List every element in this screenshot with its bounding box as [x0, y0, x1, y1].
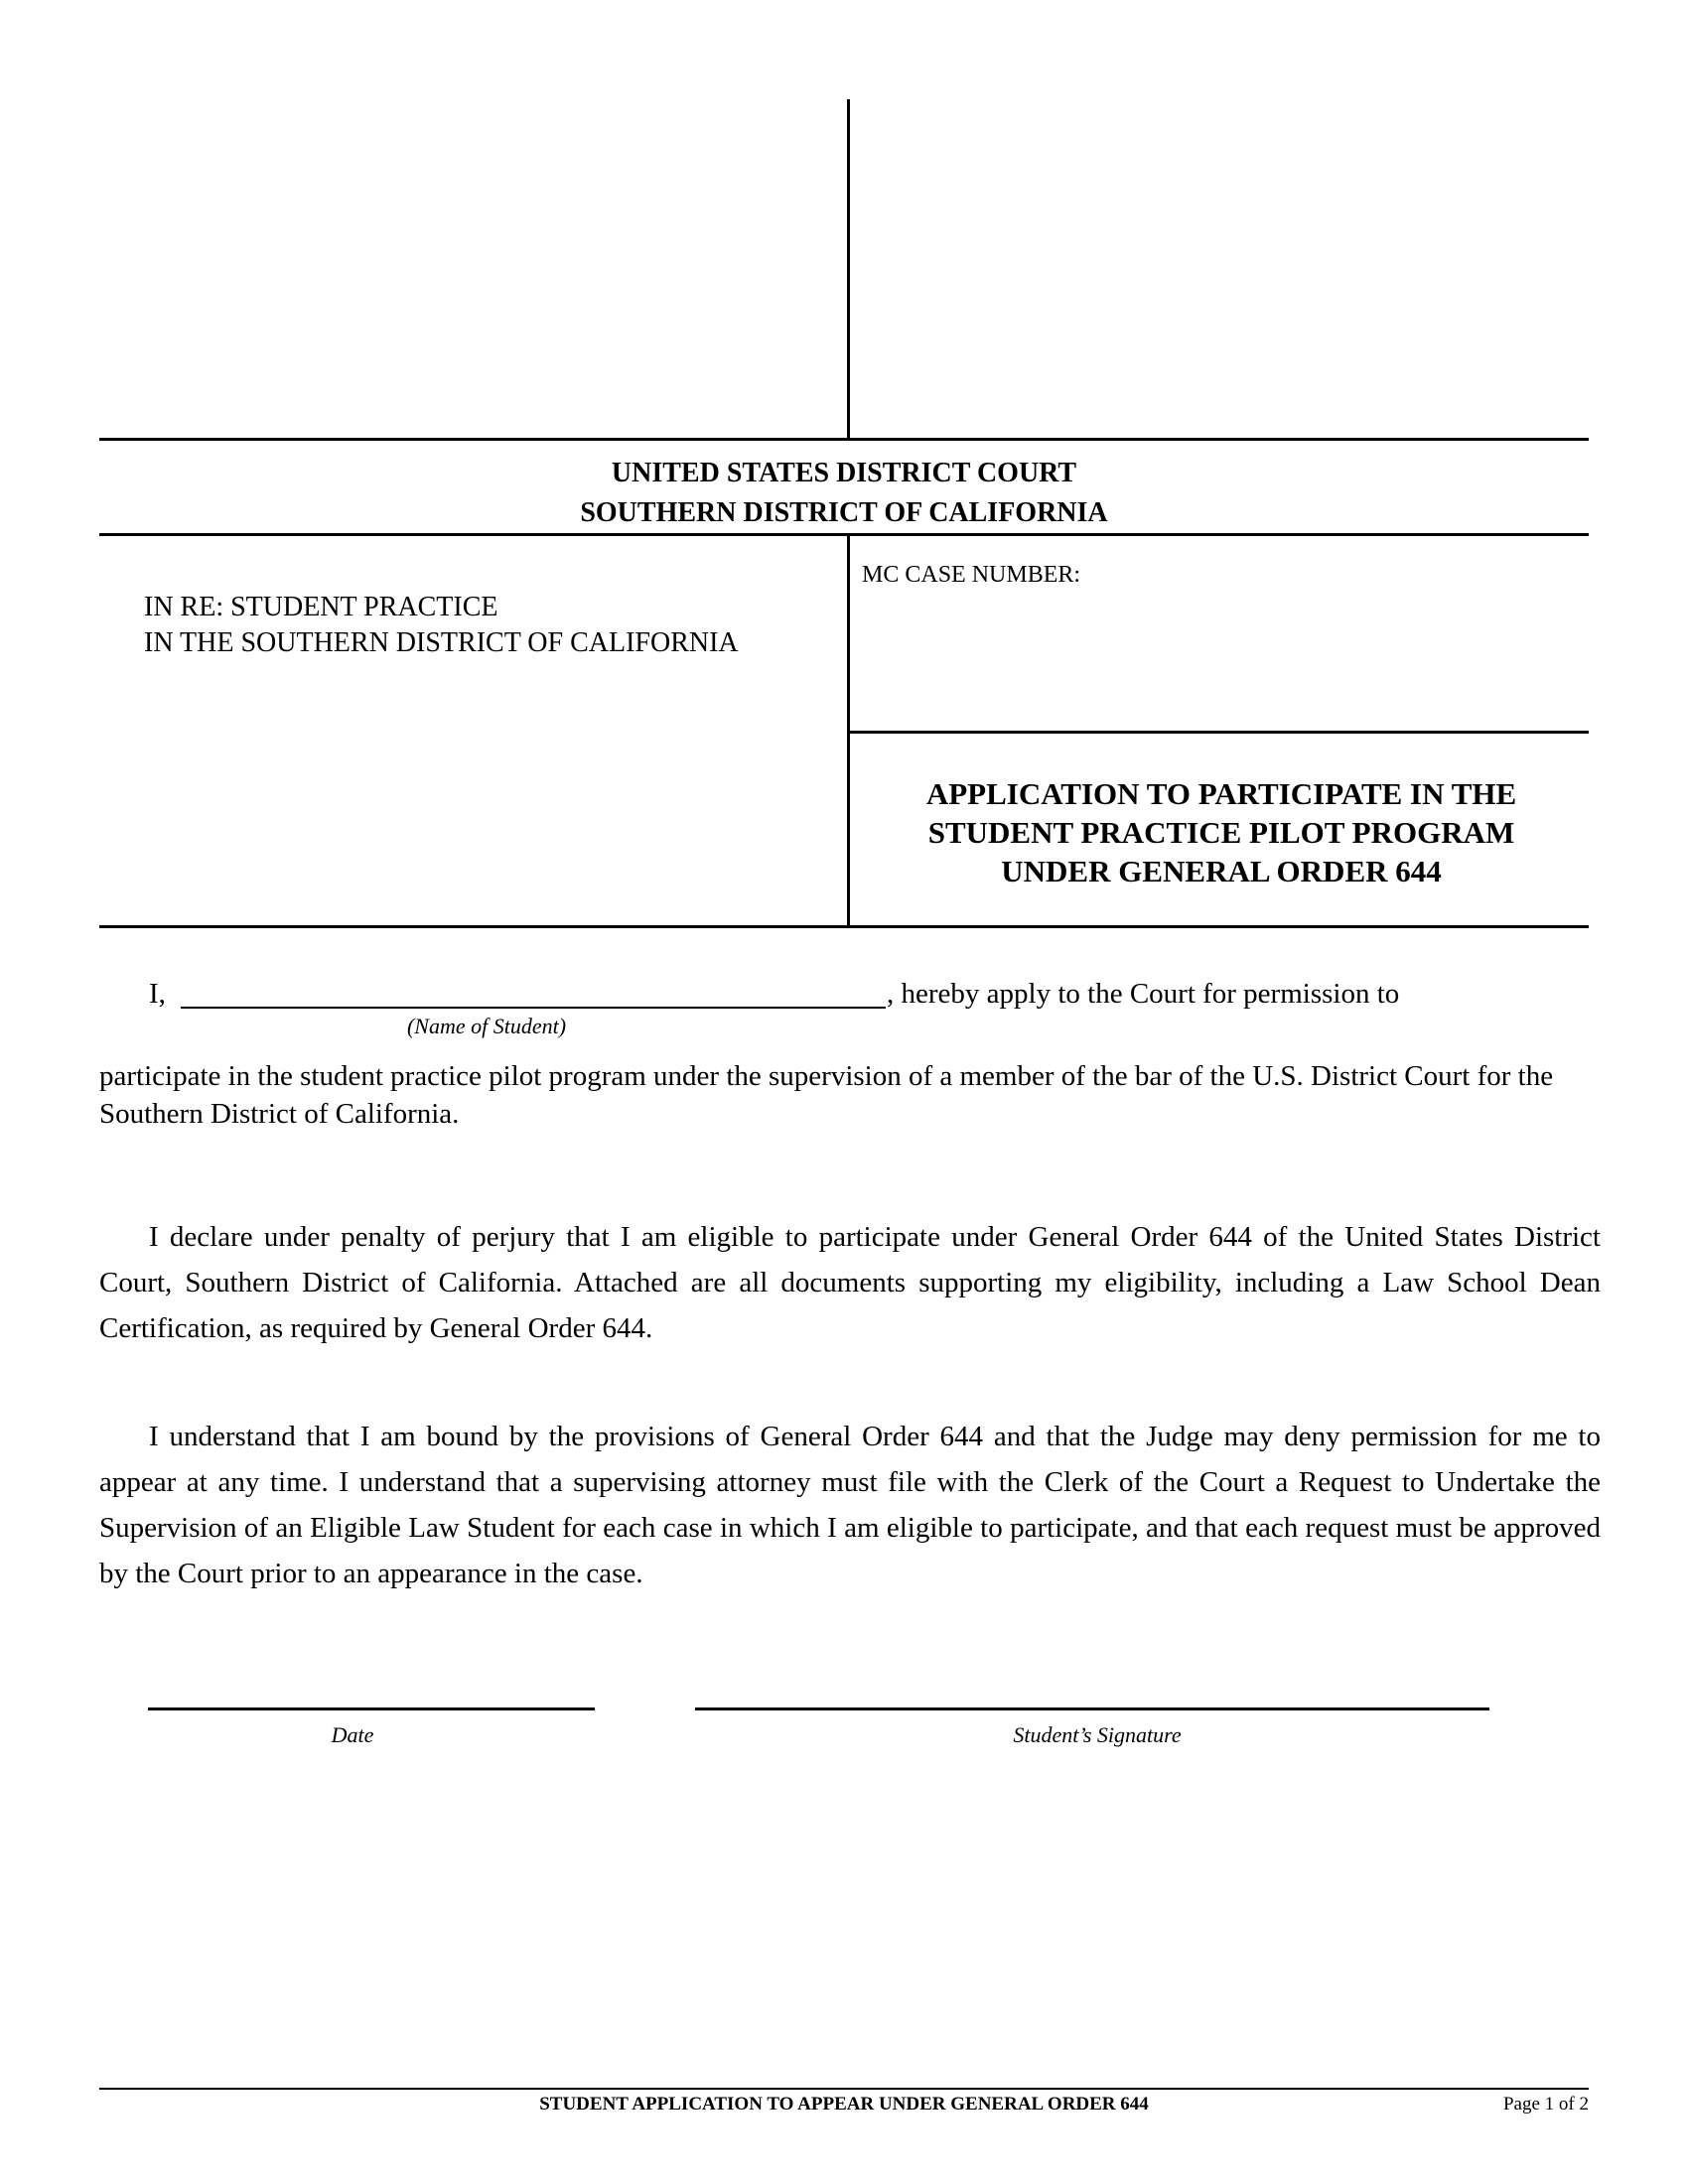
application-suffix: , hereby apply to the Court for permission to [887, 978, 1400, 1010]
understanding-paragraph: I understand that I am bound by the provisions of General Order 644 and that the Judge may deny permission for me to appear at any time. I understand that a supervising attorney must file with the Clerk of the Court a Request to Undertake the Supervision of an Eligible Law Student for each case in which I am eligible to participate, and that each request must be approved by the Court prior to an appearance in the case. [99, 1421, 1601, 1589]
student-name-label: (Name of Student) [406, 1014, 567, 1038]
in-re-line1: IN RE: STUDENT PRACTICE [144, 592, 498, 622]
document-title-line1: APPLICATION TO PARTICIPATE IN THE [925, 776, 1517, 811]
page-number: Page 1 of 2 [1502, 2094, 1589, 2115]
case-number-label: MC CASE NUMBER: [862, 562, 1081, 588]
case-caption [144, 590, 739, 661]
title-box-rule [849, 731, 1589, 734]
application-continuation: participate in the student practice pilot program under the supervision of a member of the bar of the U.S. District Court for the Southern District of California. [99, 1060, 1554, 1130]
signature-field[interactable] [695, 1707, 1489, 1710]
caption-top-divider [847, 99, 850, 440]
caption-middle-rule [99, 533, 1589, 536]
footer-rule [99, 2088, 1589, 2090]
court-name-line1: UNITED STATES DISTRICT COURT [611, 458, 1077, 488]
application-prefix: I, [149, 978, 166, 1010]
date-field[interactable] [148, 1707, 595, 1710]
declaration-paragraph: I declare under penalty of perjury that I am eligible to participate under General Order 644 of the United States District Court, Southern District of California. Attached are all documents supporting my eligibility, including a Law School Dean Certification, as required by General Order 644. [99, 1221, 1601, 1344]
in-re-line2: IN THE SOUTHERN DISTRICT OF CALIFORNIA [144, 627, 739, 658]
student-name-field[interactable] [181, 1007, 886, 1009]
document-title [854, 774, 1589, 890]
date-label: Date [331, 1722, 374, 1747]
caption-top-rule [99, 438, 1589, 441]
signature-label: Student’s Signature [1013, 1722, 1182, 1747]
court-name-line2: SOUTHERN DISTRICT OF CALIFORNIA [580, 497, 1108, 528]
document-title-line2: STUDENT PRACTICE PILOT PROGRAM [927, 815, 1515, 850]
document-title-line3: UNDER GENERAL ORDER 644 [1001, 854, 1442, 888]
caption-bottom-rule [99, 925, 1589, 928]
footer-title: STUDENT APPLICATION TO APPEAR UNDER GENERAL ORDER 644 [539, 2094, 1149, 2115]
court-name [99, 454, 1589, 533]
